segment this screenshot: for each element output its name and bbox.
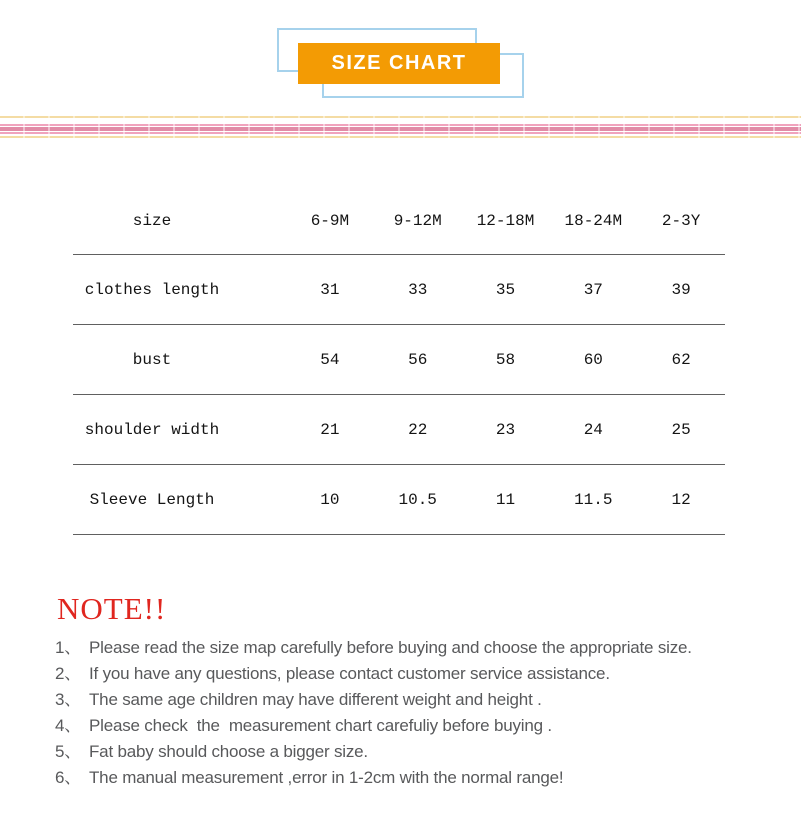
- table-row-bust: [73, 325, 725, 395]
- table-cell: 12: [671, 490, 691, 509]
- table-cell: 23: [495, 420, 516, 439]
- table-cell: 10: [320, 490, 340, 509]
- table-cell: 37: [583, 280, 603, 299]
- row-label: Sleeve Length: [89, 490, 215, 509]
- note-text: If you have any questions, please contact customer service assistance.: [89, 664, 610, 683]
- notes-list: [55, 635, 785, 791]
- note-number: 6、: [55, 768, 82, 787]
- note-text: Please read the size map carefully before buying and choose the appropriate size.: [89, 638, 692, 657]
- list-item: [55, 765, 785, 791]
- banner-title: SIZE CHART: [331, 52, 467, 74]
- decorative-stripes: [0, 116, 801, 138]
- note-number: 1、: [55, 638, 82, 657]
- table-cell: 21: [320, 420, 340, 439]
- note-text: Please check the measurement chart carefuliy before buying .: [89, 716, 552, 735]
- note-heading: NOTE!!: [57, 591, 167, 626]
- table-cell: 33: [408, 280, 428, 299]
- size-table: [73, 188, 725, 535]
- table-cell: 54: [320, 350, 340, 369]
- table-cell: 56: [408, 350, 428, 369]
- table-cell: 60: [583, 350, 603, 369]
- list-item: [55, 661, 785, 687]
- row-label: bust: [132, 350, 172, 369]
- row-label: shoulder width: [84, 420, 220, 439]
- note-number: 5、: [55, 742, 82, 761]
- stripe-tan-bottom: [0, 136, 801, 138]
- table-row-sleeve-length: [73, 465, 725, 535]
- table-cell: 10.5: [398, 490, 437, 509]
- table-cell: 39: [671, 280, 691, 299]
- table-cell: 35: [495, 280, 516, 299]
- table-header-cell: 9-12M: [393, 212, 442, 230]
- table-cell: 24: [583, 420, 603, 439]
- table-cell: 31: [320, 280, 340, 299]
- banner: [298, 43, 500, 84]
- table-header-cell: 2-3Y: [661, 212, 701, 230]
- table-cell: 22: [408, 420, 428, 439]
- table-cell: 11: [495, 490, 516, 509]
- note-text: The same age children may have different weight and height .: [89, 690, 542, 709]
- table-header-row: [73, 188, 725, 255]
- note-number: 4、: [55, 716, 82, 735]
- list-item: [55, 713, 785, 739]
- table-cell: 58: [495, 350, 516, 369]
- list-item: [55, 687, 785, 713]
- table-header-cell: 18-24M: [564, 212, 623, 230]
- note-number: 3、: [55, 690, 82, 709]
- table-header-cell: 6-9M: [310, 212, 350, 230]
- table-header-label: size: [132, 212, 172, 230]
- note-text: The manual measurement ,error in 1-2cm with the normal range!: [89, 768, 564, 787]
- table-row-clothes-length: [73, 255, 725, 325]
- row-label: clothes length: [84, 280, 220, 299]
- table-header-cell: 12-18M: [476, 212, 535, 230]
- note-text: Fat baby should choose a bigger size.: [89, 742, 368, 761]
- table-cell: 62: [671, 350, 691, 369]
- table-cell: 25: [671, 420, 691, 439]
- list-item: [55, 739, 785, 765]
- table-cell: 11.5: [574, 490, 613, 509]
- table-row-shoulder-width: [73, 395, 725, 465]
- list-item: [55, 635, 785, 661]
- note-number: 2、: [55, 664, 82, 683]
